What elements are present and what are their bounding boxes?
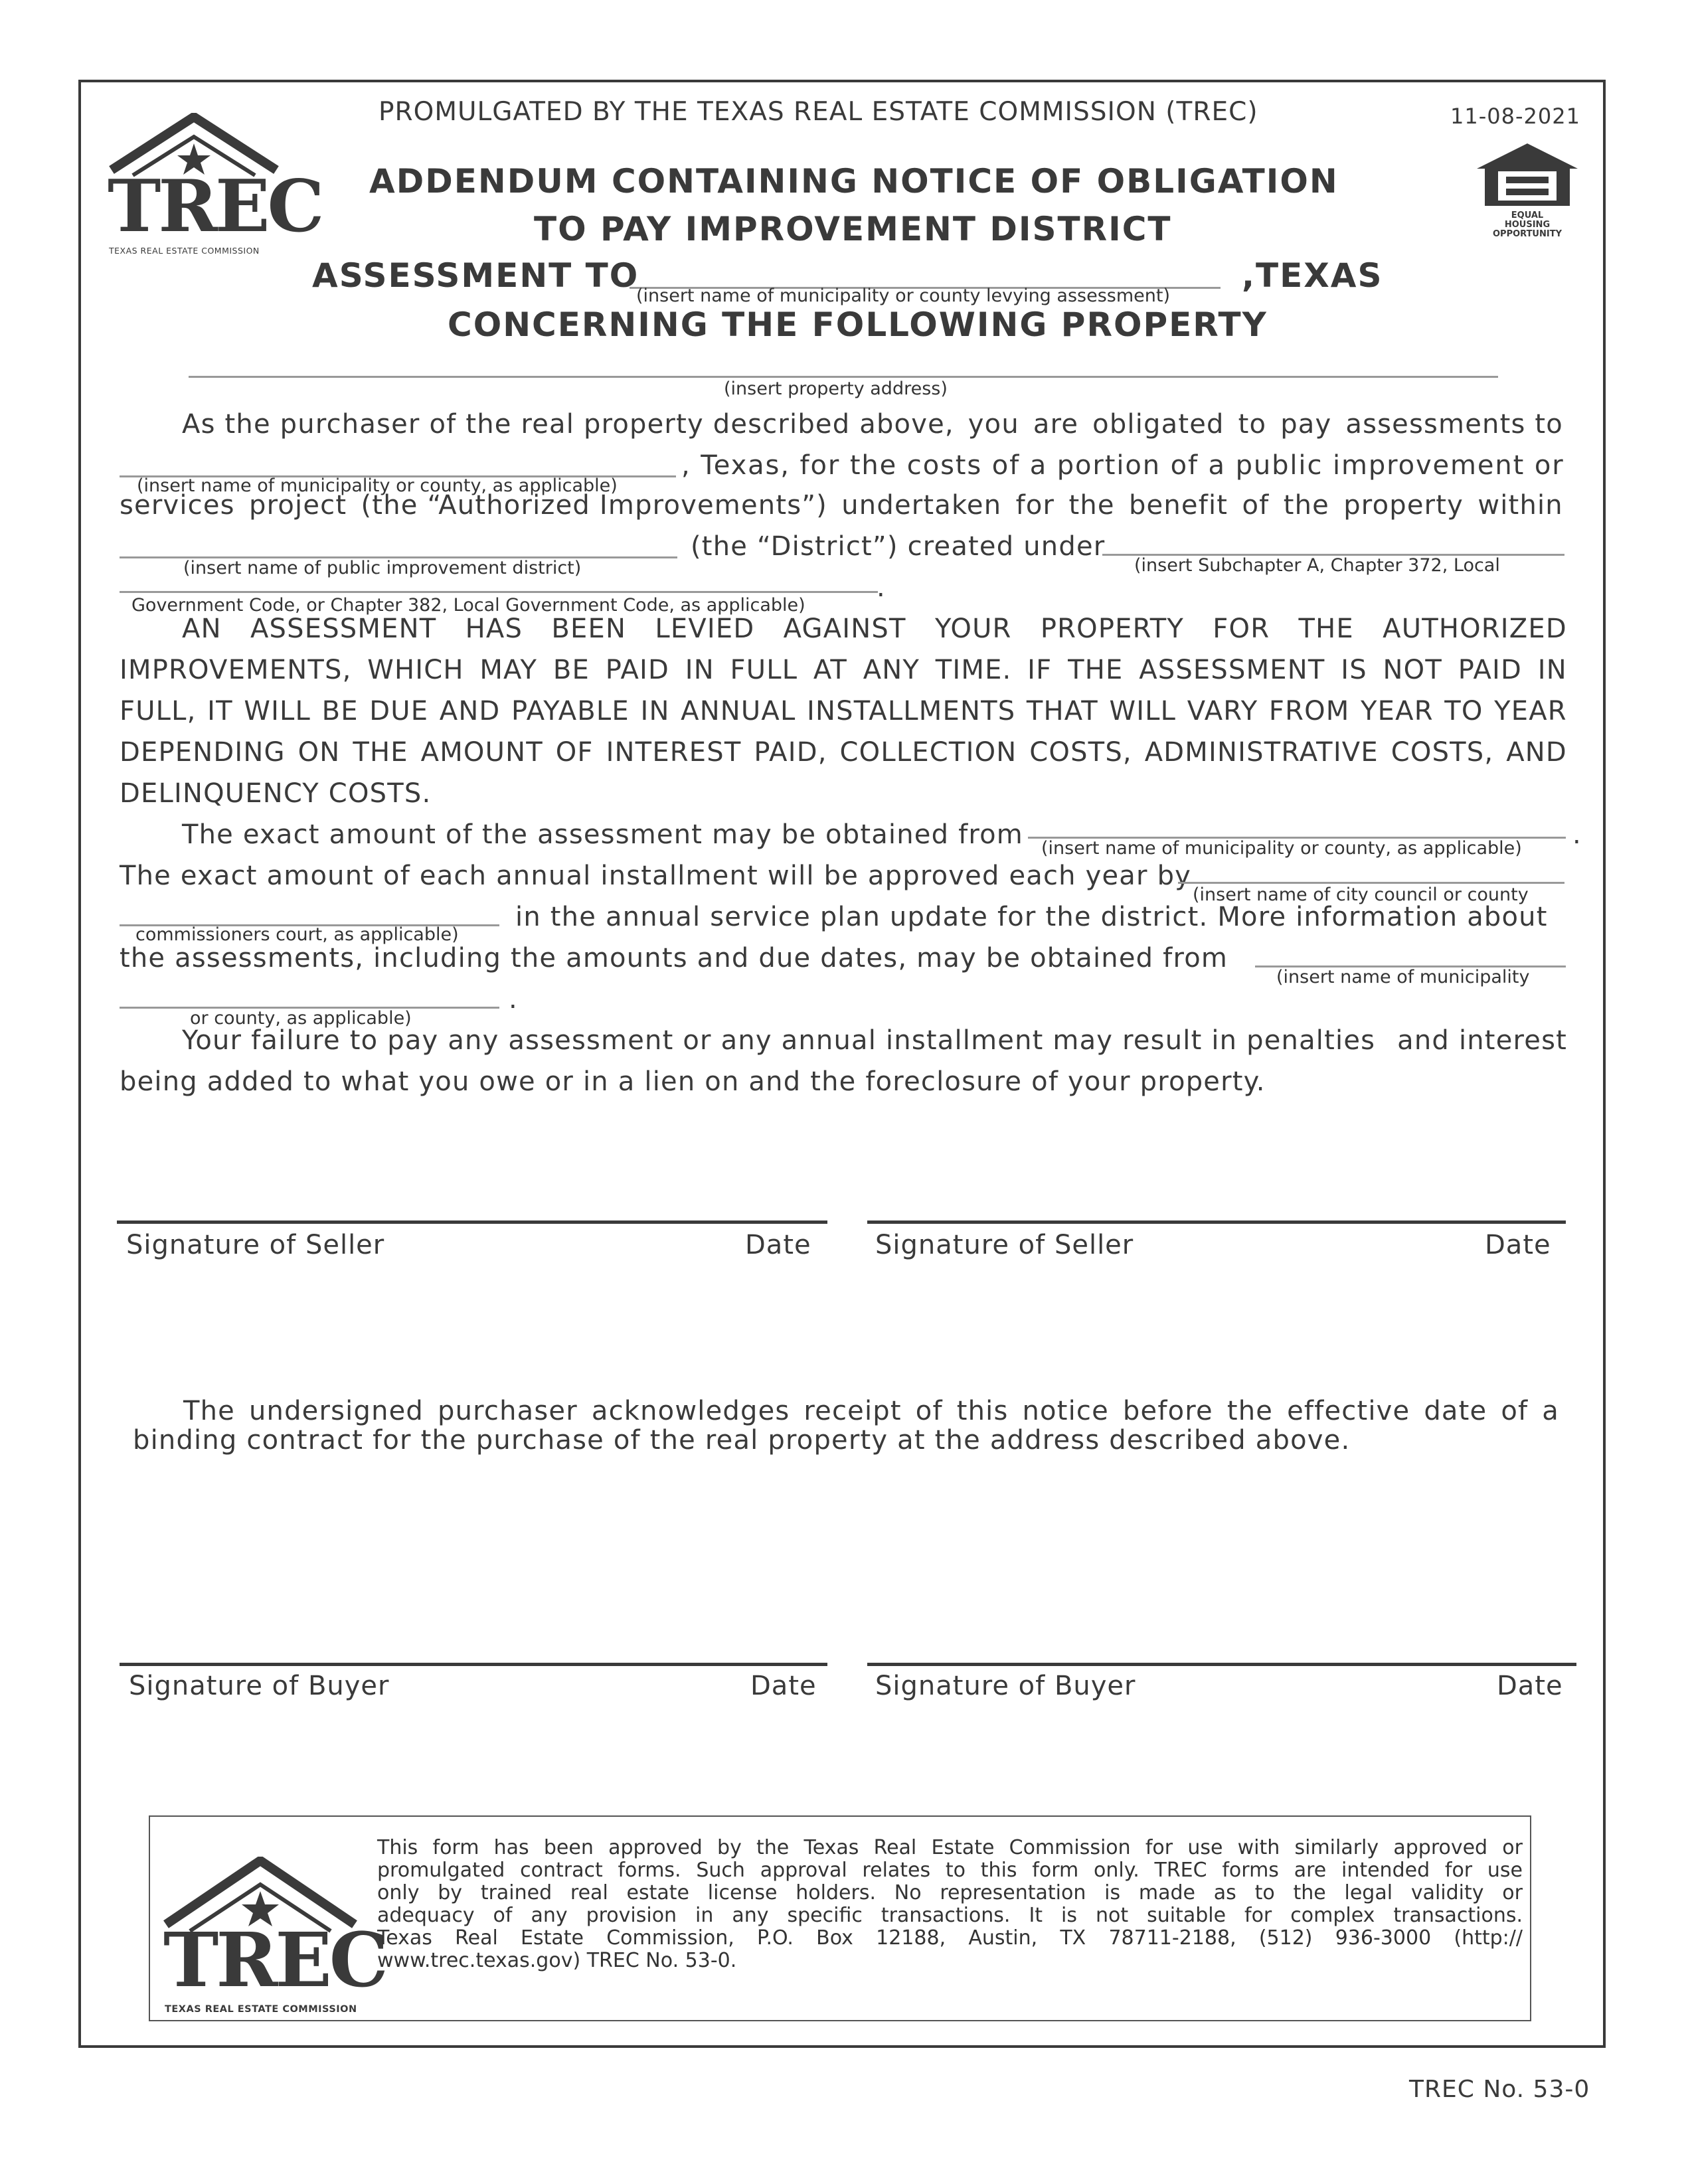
para4-line1: Your failure to pay any assessment or any annual installment may result in penalties and interest [182, 1025, 1567, 1056]
promulgated-header: PROMULGATED BY THE TEXAS REAL ESTATE COMMISSION (TREC) [379, 97, 1258, 127]
para2-line2: IMPROVEMENTS, WHICH MAY BE PAID IN FULL AT ANY TIME. IF THE ASSESSMENT IS NOT PAID IN [120, 655, 1567, 685]
para2-line3: FULL, IT WILL BE DUE AND PAYABLE IN ANNUAL INSTALLMENTS THAT WILL VARY FROM YEAR TO YEAR [120, 696, 1567, 726]
para3-period2: . [509, 984, 518, 1015]
property-address-hint: (insert property address) [724, 378, 948, 399]
disclaimer-line: adequacy of any provision in any specific transactions. It is not suitable for complex transactions. [377, 1904, 1523, 1927]
para3-line3: in the annual service plan update for the district. More information about [515, 902, 1548, 932]
para1-line4: (the “District”) created under [691, 531, 1106, 562]
trec-logo [106, 113, 322, 259]
para1-line2: , Texas, for the costs of a portion of a public improvement or [681, 450, 1564, 481]
municipality-levying-hint: (insert name of municipality or county levying assessment) [636, 286, 1170, 306]
municipality-hint: (insert name of municipality or county, as applicable) [137, 475, 618, 496]
para3-line1: The exact amount of the assessment may be obtained from [182, 819, 1023, 850]
para3-line2: The exact amount of each annual installment will be approved each year by [120, 861, 1192, 891]
disclaimer-line: only by trained real estate license holders. No representation is made as to the legal validity or [377, 1881, 1523, 1904]
info-source-hint: (insert name of municipality [1276, 967, 1530, 987]
disclaimer-line: promulgated contract forms. Such approval relates to this form only. TREC forms are intended for use [377, 1859, 1523, 1882]
eho-line3: OPPORTUNITY [1492, 229, 1562, 239]
page-frame [78, 80, 1606, 2048]
title-line3-suffix: ,TEXAS [1242, 256, 1383, 295]
title-line4: CONCERNING THE FOLLOWING PROPERTY [448, 305, 1268, 344]
buyer1-date-label: Date [750, 1671, 817, 1701]
seller2-signature-line[interactable] [867, 1220, 1566, 1224]
disclaimer-text [377, 1837, 1523, 1972]
buyer1-signature-label: Signature of Buyer [129, 1671, 390, 1701]
eho-line1: EQUAL [1511, 210, 1544, 220]
para3-line4: the assessments, including the amounts and due dates, may be obtained from [120, 943, 1228, 973]
para1-line1: As the purchaser of the real property described above, you are obligated to pay assessments to [182, 409, 1563, 440]
para2-line5: DELINQUENCY COSTS. [120, 778, 432, 809]
trec-footer-logo-subtitle: TEXAS REAL ESTATE COMMISSION [165, 2004, 357, 2015]
trec-footer-logo-word: TREC [163, 1917, 386, 2004]
approver-hint-cont: commissioners court, as applicable) [135, 924, 459, 945]
ack-line1: The undersigned purchaser acknowledges receipt of this notice before the effective date of a [183, 1396, 1559, 1426]
equal-housing-icon [1474, 141, 1580, 207]
statute-hint: (insert Subchapter A, Chapter 372, Local [1134, 555, 1500, 576]
para3-period1: . [1572, 819, 1582, 850]
seller1-signature-line[interactable] [117, 1220, 827, 1224]
property-address-field[interactable] [189, 376, 1498, 378]
district-name-hint: (insert name of public improvement district) [183, 558, 582, 578]
form-number-footer: TREC No. 53-0 [1409, 2076, 1590, 2103]
buyer2-signature-label: Signature of Buyer [875, 1671, 1136, 1701]
para1-period: . [877, 572, 886, 603]
statute-field-cont[interactable] [120, 591, 878, 593]
form-date: 11-08-2021 [1450, 104, 1580, 129]
title-line1: ADDENDUM CONTAINING NOTICE OF OBLIGATION [369, 162, 1339, 201]
assessment-source-hint: (insert name of municipality or county, as applicable) [1041, 838, 1522, 859]
trec-logo-subtitle: TEXAS REAL ESTATE COMMISSION [109, 246, 260, 256]
approver-hint: (insert name of city council or county [1193, 884, 1529, 905]
disclaimer-line: Texas Real Estate Commission, P.O. Box 12188, Austin, TX 78711-2188, (512) 936-3000 (http:// [377, 1926, 1523, 1950]
para4-line2: being added to what you owe or in a lien on and the foreclosure of your property. [120, 1066, 1266, 1097]
equal-housing-logo [1474, 141, 1580, 254]
ack-line2: binding contract for the purchase of the real property at the address described above. [133, 1425, 1351, 1456]
para1-line3: services project (the “Authorized Improvements”) undertaken for the benefit of the property within [120, 490, 1563, 521]
buyer2-signature-line[interactable] [867, 1663, 1576, 1666]
buyer2-date-label: Date [1497, 1671, 1563, 1701]
statute-hint-cont: Government Code, or Chapter 382, Local Government Code, as applicable) [131, 595, 805, 616]
para2-line1: AN ASSESSMENT HAS BEEN LEVIED AGAINST YOUR PROPERTY FOR THE AUTHORIZED [182, 614, 1567, 644]
seller2-date-label: Date [1485, 1230, 1551, 1260]
seller2-signature-label: Signature of Seller [875, 1230, 1134, 1260]
trec-footer-logo [161, 1857, 386, 2016]
approver-field[interactable] [1178, 882, 1564, 884]
title-line3-prefix: ASSESSMENT TO [312, 256, 639, 295]
eho-line2: HOUSING [1504, 220, 1551, 230]
disclaimer-line: This form has been approved by the Texas Real Estate Commission for use with similarly approved or [377, 1836, 1523, 1859]
seller1-signature-label: Signature of Seller [126, 1230, 385, 1260]
disclaimer-line: www.trec.texas.gov) TREC No. 53-0. [377, 1949, 737, 1972]
para2-line4: DEPENDING ON THE AMOUNT OF INTEREST PAID, COLLECTION COSTS, ADMINISTRATIVE COSTS, AND [120, 737, 1567, 768]
buyer1-signature-line[interactable] [120, 1663, 827, 1666]
info-source-hint-cont: or county, as applicable) [190, 1008, 412, 1029]
title-line2: TO PAY IMPROVEMENT DISTRICT [534, 210, 1172, 248]
trec-logo-word: TREC [108, 165, 322, 248]
seller1-date-label: Date [745, 1230, 811, 1260]
